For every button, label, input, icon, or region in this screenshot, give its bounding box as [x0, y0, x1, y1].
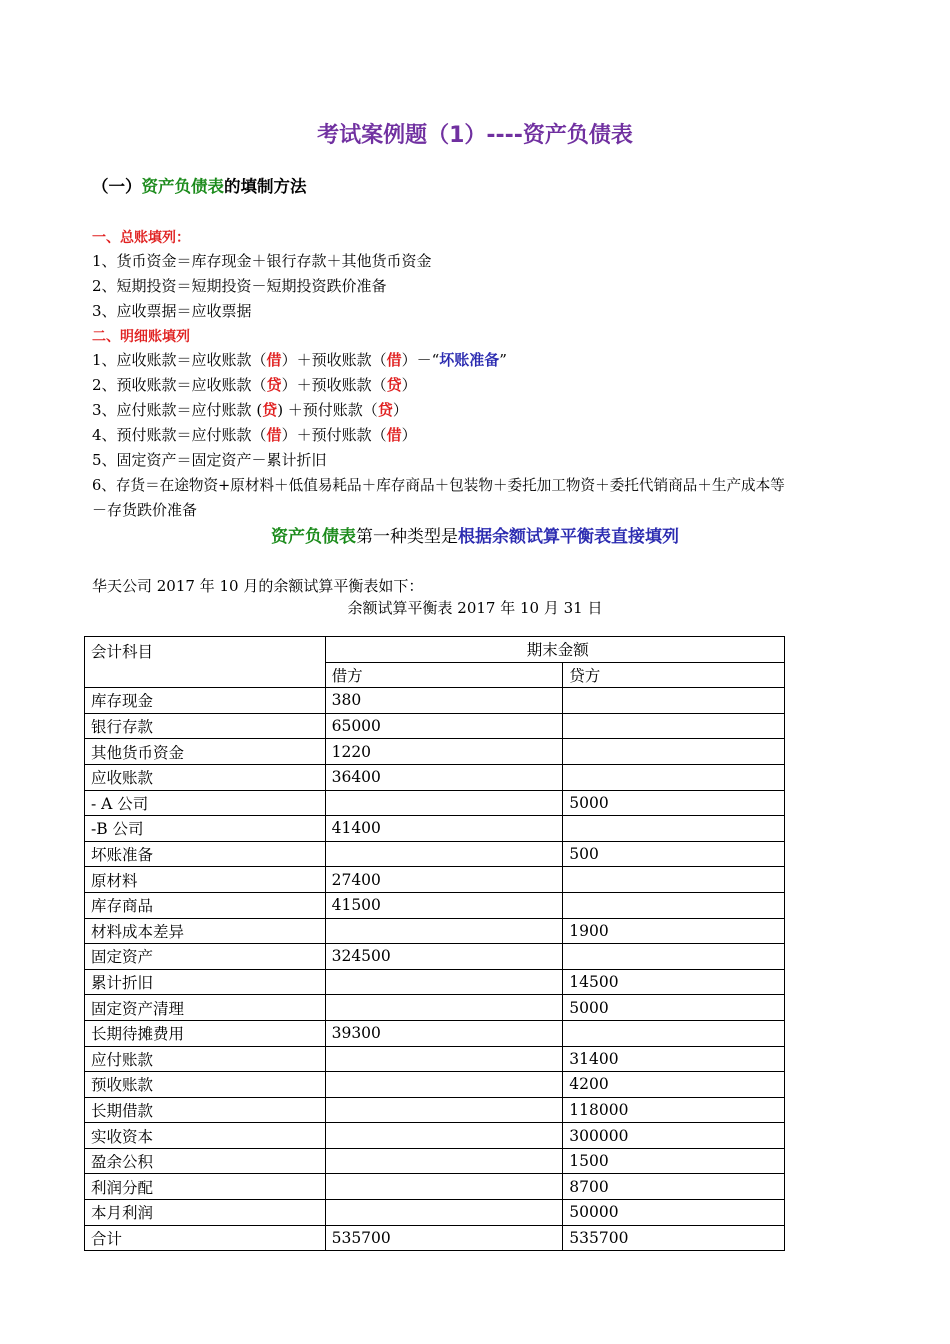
cell-account: 长期待摊费用	[85, 1020, 326, 1046]
text: 2、预收账款＝应收账款（	[92, 376, 267, 394]
detail-line-6: 6、存货＝在途物资+原材料＋低值易耗品＋库存商品＋包装物＋委托加工物资＋委托代销商品＋生产成本等	[92, 477, 785, 494]
cell-debit: 535700	[325, 1225, 563, 1251]
heading-highlight: 资产负债表	[271, 527, 356, 547]
header-account: 会计科目	[85, 637, 326, 688]
detail-line-4	[92, 424, 417, 445]
heading-method: 根据余额试算平衡表直接填列	[458, 527, 679, 547]
credit-marker: 贷	[266, 376, 282, 394]
cell-account: 原材料	[85, 867, 326, 893]
cell-credit	[563, 816, 785, 842]
cell-account: 利润分配	[85, 1174, 326, 1200]
cell-account: 实收资本	[85, 1123, 326, 1149]
cell-credit	[563, 713, 785, 739]
cell-credit: 5000	[563, 790, 785, 816]
detail-line-6-cont: －存货跌价准备	[92, 501, 198, 519]
section-heading	[92, 173, 307, 197]
cell-credit: 535700	[563, 1225, 785, 1251]
general-line: 2、短期投资＝短期投资－短期投资跌价准备	[92, 277, 387, 295]
trial-balance-table	[84, 636, 785, 1251]
cell-credit: 4200	[563, 1072, 785, 1098]
table-row	[85, 764, 785, 790]
cell-credit	[563, 764, 785, 790]
table-row	[85, 1097, 785, 1123]
header-credit: 贷方	[563, 662, 785, 688]
cell-account: -B 公司	[85, 816, 326, 842]
cell-debit	[325, 995, 563, 1021]
page-title: 考试案例题（1）----资产负债表	[317, 123, 633, 148]
cell-debit	[325, 1046, 563, 1072]
table-row	[85, 790, 785, 816]
credit-marker: 贷	[386, 376, 402, 394]
table-row	[85, 1072, 785, 1098]
cell-debit: 39300	[325, 1020, 563, 1046]
cell-account: 银行存款	[85, 713, 326, 739]
text: ）＋预收账款（	[281, 351, 387, 369]
cell-debit	[325, 841, 563, 867]
cell-debit	[325, 1072, 563, 1098]
text: ）＋预付账款（	[281, 426, 387, 444]
cell-account: 应付账款	[85, 1046, 326, 1072]
table-row	[85, 892, 785, 918]
section-suffix: 的填制方法	[224, 177, 307, 196]
detail-line-1	[92, 349, 507, 370]
cell-credit: 500	[563, 841, 785, 867]
table-row	[85, 969, 785, 995]
cell-debit	[325, 1174, 563, 1200]
text: 1、应收账款＝应收账款（	[92, 351, 267, 369]
cell-debit: 324500	[325, 944, 563, 970]
text: ）	[392, 401, 408, 419]
table-row	[85, 688, 785, 714]
debit-marker: 借	[266, 351, 282, 369]
cell-debit	[325, 1097, 563, 1123]
debit-marker: 借	[386, 351, 402, 369]
cell-credit	[563, 739, 785, 765]
general-line: 3、应收票据＝应收票据	[92, 302, 252, 320]
detail-line-5: 5、固定资产＝固定资产－累计折旧	[92, 451, 327, 469]
header-debit: 借方	[325, 662, 563, 688]
cell-debit: 65000	[325, 713, 563, 739]
text: ）－“	[401, 351, 440, 369]
cell-account: 其他货币资金	[85, 739, 326, 765]
debit-marker: 借	[266, 426, 282, 444]
text: ）	[401, 376, 417, 394]
cell-debit	[325, 969, 563, 995]
table-row	[85, 867, 785, 893]
table-row	[85, 1200, 785, 1226]
cell-debit: 380	[325, 688, 563, 714]
cell-account: 固定资产	[85, 944, 326, 970]
table-row	[85, 1123, 785, 1149]
detail-line-3	[92, 399, 408, 420]
cell-account: 本月利润	[85, 1200, 326, 1226]
cell-credit: 1900	[563, 918, 785, 944]
detail-line-2	[92, 374, 417, 395]
table-row	[85, 739, 785, 765]
text: ）	[401, 426, 417, 444]
cell-debit	[325, 790, 563, 816]
subheading-detail-ledger: 二、明细账填列	[92, 329, 190, 345]
text: ) ＋预付账款（	[277, 401, 378, 419]
cell-account: 坏账准备	[85, 841, 326, 867]
table-row	[85, 995, 785, 1021]
text: 3、应付账款＝应付账款 (	[92, 401, 263, 419]
table-header-row	[85, 637, 785, 663]
cell-credit: 31400	[563, 1046, 785, 1072]
heading-text: 第一种类型是	[356, 527, 458, 547]
cell-account: 库存商品	[85, 892, 326, 918]
cell-account: - A 公司	[85, 790, 326, 816]
table-row	[85, 713, 785, 739]
cell-debit	[325, 1200, 563, 1226]
type-heading	[0, 522, 950, 547]
section-highlight: 资产负债表	[141, 177, 224, 196]
table-row	[85, 1225, 785, 1251]
table-row	[85, 944, 785, 970]
cell-credit	[563, 892, 785, 918]
cell-account: 盈余公积	[85, 1148, 326, 1174]
cell-account: 固定资产清理	[85, 995, 326, 1021]
cell-account: 应收账款	[85, 764, 326, 790]
table-row	[85, 1020, 785, 1046]
intro-text: 华天公司 2017 年 10 月的余额试算平衡表如下：	[92, 577, 424, 595]
section-prefix: （一）	[92, 177, 142, 196]
cell-credit	[563, 1020, 785, 1046]
text: 4、预付账款＝应付账款（	[92, 426, 267, 444]
subheading-general-ledger: 一、总账填列：	[92, 230, 190, 246]
cell-credit	[563, 867, 785, 893]
cell-credit	[563, 688, 785, 714]
table-row	[85, 816, 785, 842]
cell-account: 累计折旧	[85, 969, 326, 995]
cell-account: 材料成本差异	[85, 918, 326, 944]
debit-marker: 借	[386, 426, 402, 444]
header-balance: 期末金额	[325, 637, 784, 663]
cell-debit: 1220	[325, 739, 563, 765]
bad-debt-highlight: 坏账准备	[439, 351, 500, 369]
cell-credit: 14500	[563, 969, 785, 995]
cell-debit	[325, 1148, 563, 1174]
table-title: 余额试算平衡表 2017 年 10 月 31 日	[347, 599, 603, 617]
cell-account: 合计	[85, 1225, 326, 1251]
credit-marker: 贷	[377, 401, 393, 419]
cell-account: 预收账款	[85, 1072, 326, 1098]
cell-credit: 300000	[563, 1123, 785, 1149]
cell-credit: 118000	[563, 1097, 785, 1123]
cell-debit: 41400	[325, 816, 563, 842]
cell-debit: 36400	[325, 764, 563, 790]
table-row	[85, 918, 785, 944]
cell-credit	[563, 944, 785, 970]
text: ”	[499, 351, 507, 369]
credit-marker: 贷	[262, 401, 278, 419]
table-row	[85, 1174, 785, 1200]
cell-debit	[325, 1123, 563, 1149]
cell-credit: 1500	[563, 1148, 785, 1174]
table-row	[85, 841, 785, 867]
cell-debit: 27400	[325, 867, 563, 893]
cell-account: 库存现金	[85, 688, 326, 714]
general-line: 1、货币资金＝库存现金＋银行存款＋其他货币资金	[92, 252, 432, 270]
cell-account: 长期借款	[85, 1097, 326, 1123]
cell-debit: 41500	[325, 892, 563, 918]
cell-credit: 5000	[563, 995, 785, 1021]
table-row	[85, 1148, 785, 1174]
text: ）＋预收账款（	[281, 376, 387, 394]
cell-credit: 8700	[563, 1174, 785, 1200]
table-row	[85, 1046, 785, 1072]
cell-credit: 50000	[563, 1200, 785, 1226]
cell-debit	[325, 918, 563, 944]
